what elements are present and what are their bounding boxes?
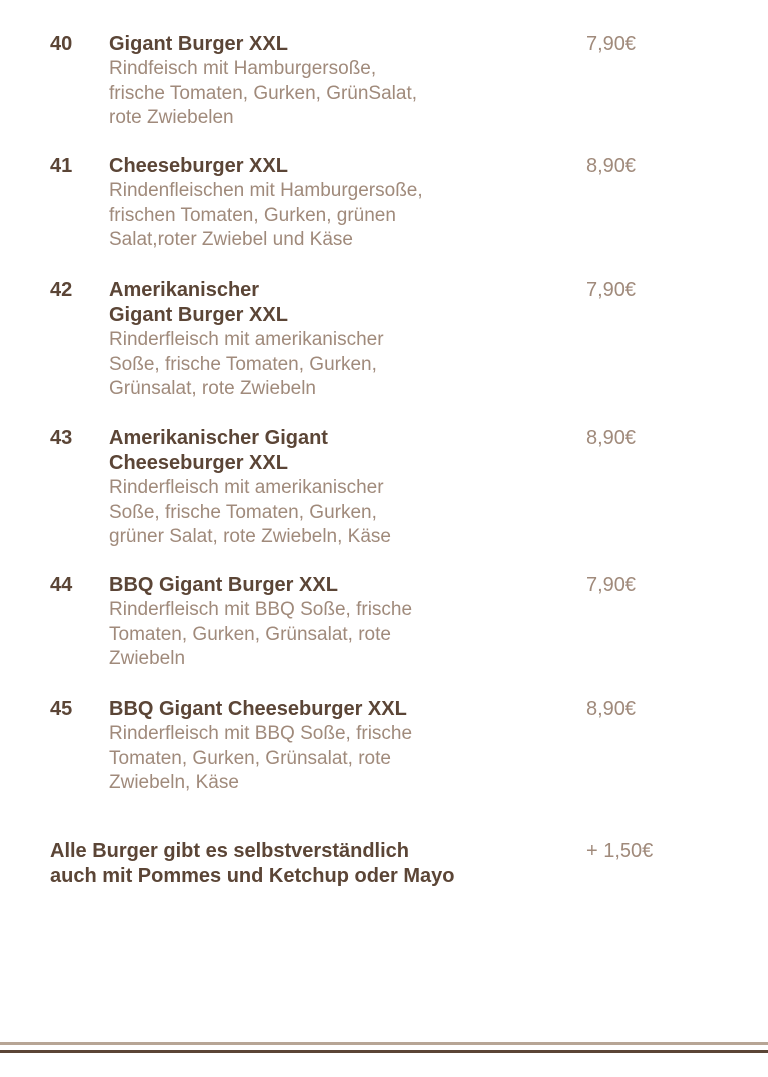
item-name-line: BBQ Gigant Cheeseburger XXL [109,698,407,720]
item-price: 8,90€ [586,698,637,720]
item-number: 40 [50,33,73,55]
item-description [109,179,509,253]
item-name [109,278,509,328]
item-description [109,722,509,796]
fries-addon-note [50,839,550,889]
item-price: 7,90€ [586,33,637,55]
item-description-line: Soße, frische Tomaten, Gurken, [109,501,377,523]
item-name [109,573,509,598]
item-description-line: rote Zwiebelen [109,107,234,128]
item-description-line: Rinderfleisch mit amerikanischer [109,477,384,498]
item-price: 8,90€ [586,427,637,449]
addon-note-line: auch mit Pommes und Ketchup oder Mayo [50,865,455,887]
item-price: 7,90€ [586,279,637,301]
item-description-line: grüner Salat, rote Zwiebeln, Käse [109,526,391,547]
item-name-line: Amerikanischer [109,279,260,301]
item-number: 41 [50,155,73,177]
item-description-line: Salat,roter Zwiebel und Käse [109,229,353,250]
item-description-line: Rinderfleisch mit amerikanischer [109,329,384,350]
item-name-line: Amerikanischer Gigant [109,427,328,449]
item-description-line: Rindenfleischen mit Hamburgersoße, [109,180,423,201]
addon-note-line: Alle Burger gibt es selbstverständlich [50,840,409,862]
item-description-line: Rinderfleisch mit BBQ Soße, frische [109,599,413,620]
item-description [109,328,509,402]
item-description-line: Soße, frische Tomaten, Gurken, [109,353,377,375]
item-name-line: Gigant Burger XXL [109,33,288,55]
addon-price: + 1,50€ [586,840,654,862]
item-name [109,154,509,179]
item-name [109,697,509,722]
item-description-line: Grünsalat, rote Zwiebeln [109,378,316,399]
item-price: 8,90€ [586,155,637,177]
item-description-line: Zwiebeln [109,648,186,669]
divider-light [0,1042,768,1045]
item-name-line: BBQ Gigant Burger XXL [109,574,338,596]
item-name [109,32,509,57]
item-description-line: Zwiebeln, Käse [109,772,239,793]
item-description-line: frischen Tomaten, Gurken, grünen [109,204,396,226]
item-description-line: Tomaten, Gurken, Grünsalat, rote [109,623,391,645]
item-description-line: Rindfeisch mit Hamburgersoße, [109,58,377,79]
item-number: 44 [50,574,73,596]
item-price: 7,90€ [586,574,637,596]
item-name-line: Cheeseburger XXL [109,452,288,474]
item-name-line: Gigant Burger XXL [109,304,288,326]
item-number: 43 [50,427,73,449]
divider-dark [0,1050,768,1053]
item-description-line: frische Tomaten, Gurken, GrünSalat, [109,82,418,104]
item-number: 45 [50,698,73,720]
item-description [109,476,509,550]
item-description [109,57,509,131]
item-name-line: Cheeseburger XXL [109,155,288,177]
item-name [109,426,509,476]
item-description-line: Tomaten, Gurken, Grünsalat, rote [109,747,391,769]
item-description [109,598,509,672]
item-number: 42 [50,279,73,301]
item-description-line: Rinderfleisch mit BBQ Soße, frische [109,723,413,744]
